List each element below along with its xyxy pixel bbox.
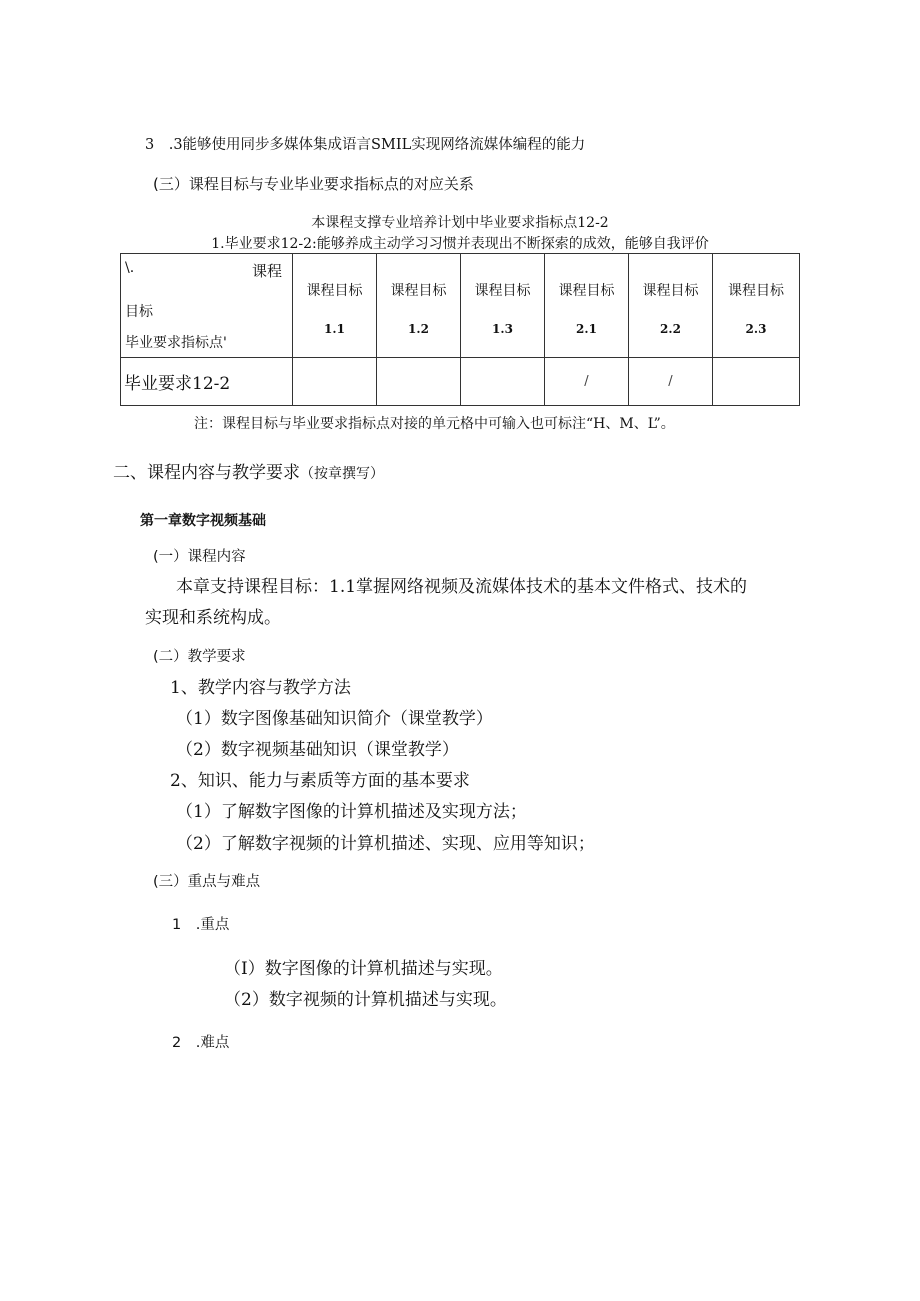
- table-cell: [293, 358, 377, 406]
- header-label: 课程目标: [642, 282, 699, 299]
- content-heading: (一）课程内容: [153, 549, 246, 565]
- difficulties-label: 2 .难点: [172, 1035, 230, 1051]
- table-header-cell: [713, 254, 800, 358]
- table-header-cell: [545, 254, 629, 358]
- requirement-item: 2、知识、能力与素质等方面的基本要求: [170, 771, 470, 791]
- table-cell: [461, 358, 545, 406]
- requirement-item: （2）了解数字视频的计算机描述、实现、应用等知识；: [176, 834, 595, 854]
- section2-note: （按章撰写）: [300, 466, 384, 482]
- header-number: 1.1: [324, 321, 345, 336]
- table-header-row: [121, 254, 800, 358]
- header-label: 课程目标: [306, 282, 363, 299]
- section2-title: 二、课程内容与教学要求: [113, 463, 300, 483]
- corner-indicator-label: 毕业要求指标点': [125, 335, 227, 351]
- row-label: 毕业要求12-2: [121, 358, 293, 406]
- content-paragraph-line-2: 实现和系统构成。: [145, 608, 281, 628]
- table-header-cell: [629, 254, 713, 358]
- requirement-item: （1）数字图像基础知识简介（课堂教学）: [176, 709, 493, 729]
- table-corner-cell: [121, 254, 293, 358]
- table-cell: [377, 358, 461, 406]
- section3-heading: (三）课程目标与专业毕业要求指标点的对应关系: [153, 175, 474, 193]
- header-number: 2.2: [660, 321, 681, 336]
- requirement-item: （2）数字视频基础知识（课堂教学）: [176, 740, 459, 760]
- table-header-cell: [293, 254, 377, 358]
- header-number: 2.3: [745, 321, 767, 336]
- table-cell: [713, 358, 800, 406]
- key-points-label: 1 .重点: [172, 917, 230, 933]
- table-header-cell: [377, 254, 461, 358]
- requirement-item: 1、教学内容与教学方法: [170, 678, 351, 698]
- objective-requirement-table: [120, 253, 800, 406]
- header-number: 1.3: [492, 321, 513, 336]
- section2-heading: [113, 458, 384, 483]
- corner-target-label: 目标: [125, 304, 153, 320]
- table-cell: /: [545, 358, 629, 406]
- corner-course-label: 课程: [251, 262, 282, 280]
- header-label: 课程目标: [474, 282, 531, 299]
- header-number: 1.2: [408, 321, 429, 336]
- requirements-heading: (二）教学要求: [153, 649, 246, 665]
- table-caption-2: 1.毕业要求12-2:能够养成主动学习习惯并表现出不断探索的成效，能够自我评价: [211, 236, 709, 252]
- chapter1-title: 第一章数字视频基础: [140, 513, 266, 529]
- header-label: 课程目标: [558, 282, 615, 299]
- content-paragraph-line-1: 本章支持课程目标：1.1掌握网络视频及流媒体技术的基本文件格式、技术的: [176, 577, 748, 597]
- requirement-item: （1）了解数字图像的计算机描述及实现方法；: [176, 802, 527, 822]
- objective-3-3-text: 3 .3能够使用同步多媒体集成语言SMIL实现网络流媒体编程的能力: [145, 137, 586, 153]
- table-row: [121, 358, 800, 406]
- header-label: 课程目标: [390, 282, 447, 299]
- key-point-item: （I）数字图像的计算机描述与实现。: [224, 959, 503, 979]
- table-header-cell: [461, 254, 545, 358]
- corner-slash: \.: [125, 260, 135, 276]
- key-difficulty-heading: (三）重点与难点: [153, 874, 261, 890]
- header-label: 课程目标: [728, 282, 784, 299]
- table-caption-1: 本课程支撑专业培养计划中毕业要求指标点12-2: [311, 215, 609, 231]
- table-cell: /: [629, 358, 713, 406]
- table-note: 注：课程目标与毕业要求指标点对接的单元格中可输入也可标注“H、M、L”。: [194, 416, 675, 432]
- key-point-item: （2）数字视频的计算机描述与实现。: [224, 990, 507, 1010]
- header-number: 2.1: [576, 321, 597, 336]
